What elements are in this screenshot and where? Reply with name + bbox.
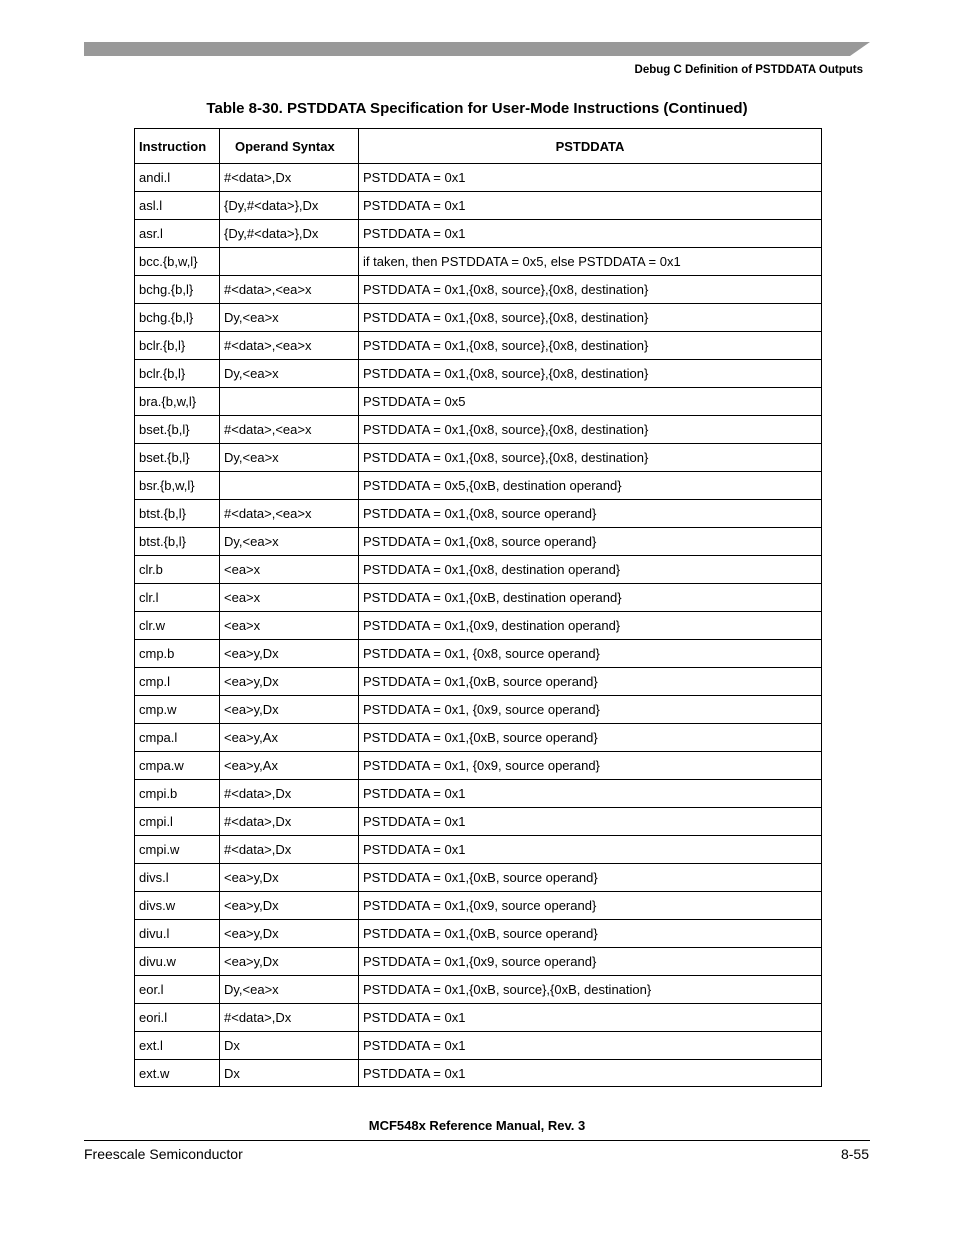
cell-instruction: clr.w xyxy=(135,612,220,640)
cell-instruction: bclr.{b,l} xyxy=(135,332,220,360)
cell-pstddata: PSTDDATA = 0x1 xyxy=(359,1004,822,1032)
table-row xyxy=(135,332,822,360)
footer-divider xyxy=(84,1140,870,1141)
cell-pstddata: PSTDDATA = 0x1, {0x9, source operand} xyxy=(359,752,822,780)
cell-pstddata: PSTDDATA = 0x1 xyxy=(359,780,822,808)
cell-instruction: eori.l xyxy=(135,1004,220,1032)
cell-instruction: cmpa.w xyxy=(135,752,220,780)
cell-pstddata: PSTDDATA = 0x1,{0x8, destination operand} xyxy=(359,556,822,584)
cell-operand-syntax: <ea>x xyxy=(220,612,359,640)
table-row xyxy=(135,836,822,864)
table-row xyxy=(135,696,822,724)
table-row xyxy=(135,360,822,388)
cell-operand-syntax: {Dy,#<data>},Dx xyxy=(220,220,359,248)
cell-instruction: clr.l xyxy=(135,584,220,612)
cell-pstddata: PSTDDATA = 0x1, {0x9, source operand} xyxy=(359,696,822,724)
table-row xyxy=(135,724,822,752)
cell-operand-syntax: <ea>x xyxy=(220,556,359,584)
cell-operand-syntax: <ea>y,Dx xyxy=(220,696,359,724)
cell-pstddata: PSTDDATA = 0x1 xyxy=(359,1060,822,1087)
cell-instruction: eor.l xyxy=(135,976,220,1004)
cell-operand-syntax xyxy=(220,388,359,416)
cell-pstddata: PSTDDATA = 0x1, {0x8, source operand} xyxy=(359,640,822,668)
cell-instruction: ext.w xyxy=(135,1060,220,1087)
cell-operand-syntax: Dx xyxy=(220,1060,359,1087)
cell-pstddata: PSTDDATA = 0x1 xyxy=(359,220,822,248)
cell-instruction: ext.l xyxy=(135,1032,220,1060)
cell-operand-syntax: <ea>y,Ax xyxy=(220,752,359,780)
table-row xyxy=(135,556,822,584)
company-name: Freescale Semiconductor xyxy=(84,1146,243,1162)
page-number: 8-55 xyxy=(840,1146,869,1162)
cell-instruction: btst.{b,l} xyxy=(135,528,220,556)
cell-operand-syntax: #<data>,<ea>x xyxy=(220,332,359,360)
cell-operand-syntax: <ea>y,Dx xyxy=(220,668,359,696)
table-body xyxy=(135,164,822,1087)
table-row xyxy=(135,780,822,808)
cell-instruction: cmp.b xyxy=(135,640,220,668)
cell-operand-syntax: <ea>x xyxy=(220,584,359,612)
cell-operand-syntax: <ea>y,Dx xyxy=(220,892,359,920)
cell-instruction: divs.w xyxy=(135,892,220,920)
column-header-operand-syntax: Operand Syntax xyxy=(220,129,359,164)
cell-pstddata: PSTDDATA = 0x1 xyxy=(359,1032,822,1060)
table-row xyxy=(135,248,822,276)
cell-instruction: bset.{b,l} xyxy=(135,416,220,444)
table-row xyxy=(135,220,822,248)
pstddata-table xyxy=(134,128,822,1087)
cell-instruction: bset.{b,l} xyxy=(135,444,220,472)
table-row xyxy=(135,164,822,192)
cell-operand-syntax: Dy,<ea>x xyxy=(220,360,359,388)
table-row xyxy=(135,948,822,976)
table-row xyxy=(135,920,822,948)
cell-instruction: bchg.{b,l} xyxy=(135,276,220,304)
cell-operand-syntax: Dx xyxy=(220,1032,359,1060)
table-row xyxy=(135,612,822,640)
cell-instruction: bchg.{b,l} xyxy=(135,304,220,332)
cell-pstddata: PSTDDATA = 0x1,{0x8, source},{0x8, destination} xyxy=(359,416,822,444)
table-row xyxy=(135,304,822,332)
cell-operand-syntax: #<data>,Dx xyxy=(220,836,359,864)
cell-operand-syntax: Dy,<ea>x xyxy=(220,976,359,1004)
table-row xyxy=(135,1060,822,1087)
cell-pstddata: PSTDDATA = 0x1,{0x8, source},{0x8, destination} xyxy=(359,444,822,472)
column-header-instruction: Instruction xyxy=(135,129,220,164)
cell-pstddata: PSTDDATA = 0x1,{0xB, source operand} xyxy=(359,724,822,752)
cell-operand-syntax: #<data>,Dx xyxy=(220,164,359,192)
table-row xyxy=(135,192,822,220)
column-header-pstddata: PSTDDATA xyxy=(359,129,822,164)
cell-instruction: divu.w xyxy=(135,948,220,976)
cell-instruction: cmp.l xyxy=(135,668,220,696)
cell-instruction: bsr.{b,w,l} xyxy=(135,472,220,500)
cell-instruction: bra.{b,w,l} xyxy=(135,388,220,416)
cell-instruction: andi.l xyxy=(135,164,220,192)
table-row xyxy=(135,1032,822,1060)
cell-operand-syntax: <ea>y,Dx xyxy=(220,864,359,892)
cell-operand-syntax: #<data>,<ea>x xyxy=(220,416,359,444)
table-row xyxy=(135,668,822,696)
cell-operand-syntax xyxy=(220,248,359,276)
cell-instruction: bclr.{b,l} xyxy=(135,360,220,388)
cell-instruction: divs.l xyxy=(135,864,220,892)
table-row xyxy=(135,444,822,472)
cell-pstddata: PSTDDATA = 0x1,{0xB, source operand} xyxy=(359,668,822,696)
table-row xyxy=(135,416,822,444)
cell-operand-syntax: <ea>y,Ax xyxy=(220,724,359,752)
cell-instruction: btst.{b,l} xyxy=(135,500,220,528)
table-row xyxy=(135,864,822,892)
cell-pstddata: PSTDDATA = 0x5,{0xB, destination operand} xyxy=(359,472,822,500)
cell-instruction: clr.b xyxy=(135,556,220,584)
table-row xyxy=(135,528,822,556)
cell-pstddata: if taken, then PSTDDATA = 0x5, else PSTDDATA = 0x1 xyxy=(359,248,822,276)
manual-title: MCF548x Reference Manual, Rev. 3 xyxy=(368,1118,586,1133)
cell-pstddata: PSTDDATA = 0x1 xyxy=(359,164,822,192)
cell-operand-syntax: Dy,<ea>x xyxy=(220,444,359,472)
cell-pstddata: PSTDDATA = 0x1 xyxy=(359,192,822,220)
cell-operand-syntax: #<data>,Dx xyxy=(220,808,359,836)
table-row xyxy=(135,808,822,836)
cell-pstddata: PSTDDATA = 0x1 xyxy=(359,808,822,836)
header-bar xyxy=(84,42,870,56)
cell-operand-syntax: #<data>,<ea>x xyxy=(220,276,359,304)
cell-pstddata: PSTDDATA = 0x1,{0xB, destination operand} xyxy=(359,584,822,612)
running-header: Debug C Definition of PSTDDATA Outputs xyxy=(634,64,863,76)
table-row xyxy=(135,584,822,612)
cell-pstddata: PSTDDATA = 0x1,{0xB, source},{0xB, destination} xyxy=(359,976,822,1004)
cell-instruction: cmpi.w xyxy=(135,836,220,864)
cell-instruction: cmpi.b xyxy=(135,780,220,808)
cell-instruction: divu.l xyxy=(135,920,220,948)
cell-instruction: cmpa.l xyxy=(135,724,220,752)
cell-operand-syntax: <ea>y,Dx xyxy=(220,640,359,668)
cell-operand-syntax xyxy=(220,472,359,500)
cell-instruction: asl.l xyxy=(135,192,220,220)
cell-pstddata: PSTDDATA = 0x1,{0x8, source},{0x8, destination} xyxy=(359,304,822,332)
cell-pstddata: PSTDDATA = 0x1,{0x8, source operand} xyxy=(359,528,822,556)
table-row xyxy=(135,388,822,416)
cell-pstddata: PSTDDATA = 0x1,{0x8, source},{0x8, destination} xyxy=(359,276,822,304)
cell-operand-syntax: <ea>y,Dx xyxy=(220,948,359,976)
cell-pstddata: PSTDDATA = 0x1 xyxy=(359,836,822,864)
cell-operand-syntax: Dy,<ea>x xyxy=(220,528,359,556)
cell-operand-syntax: <ea>y,Dx xyxy=(220,920,359,948)
table-row xyxy=(135,892,822,920)
cell-pstddata: PSTDDATA = 0x1,{0xB, source operand} xyxy=(359,864,822,892)
table-title: Table 8-30. PSTDDATA Specification for User-Mode Instructions (Continued) xyxy=(206,100,748,117)
cell-pstddata: PSTDDATA = 0x5 xyxy=(359,388,822,416)
cell-instruction: bcc.{b,w,l} xyxy=(135,248,220,276)
cell-instruction: cmpi.l xyxy=(135,808,220,836)
cell-operand-syntax: #<data>,Dx xyxy=(220,1004,359,1032)
cell-instruction: asr.l xyxy=(135,220,220,248)
cell-instruction: cmp.w xyxy=(135,696,220,724)
cell-pstddata: PSTDDATA = 0x1,{0x9, destination operand} xyxy=(359,612,822,640)
table-row xyxy=(135,500,822,528)
cell-pstddata: PSTDDATA = 0x1,{0x9, source operand} xyxy=(359,948,822,976)
table-header-row xyxy=(135,129,822,164)
cell-operand-syntax: #<data>,Dx xyxy=(220,780,359,808)
cell-pstddata: PSTDDATA = 0x1,{0x8, source operand} xyxy=(359,500,822,528)
table-row xyxy=(135,640,822,668)
cell-operand-syntax: Dy,<ea>x xyxy=(220,304,359,332)
table-row xyxy=(135,276,822,304)
cell-pstddata: PSTDDATA = 0x1,{0x8, source},{0x8, destination} xyxy=(359,332,822,360)
cell-operand-syntax: #<data>,<ea>x xyxy=(220,500,359,528)
cell-operand-syntax: {Dy,#<data>},Dx xyxy=(220,192,359,220)
cell-pstddata: PSTDDATA = 0x1,{0x9, source operand} xyxy=(359,892,822,920)
cell-pstddata: PSTDDATA = 0x1,{0x8, source},{0x8, destination} xyxy=(359,360,822,388)
table-row xyxy=(135,752,822,780)
table-row xyxy=(135,472,822,500)
cell-pstddata: PSTDDATA = 0x1,{0xB, source operand} xyxy=(359,920,822,948)
table-row xyxy=(135,976,822,1004)
table-row xyxy=(135,1004,822,1032)
